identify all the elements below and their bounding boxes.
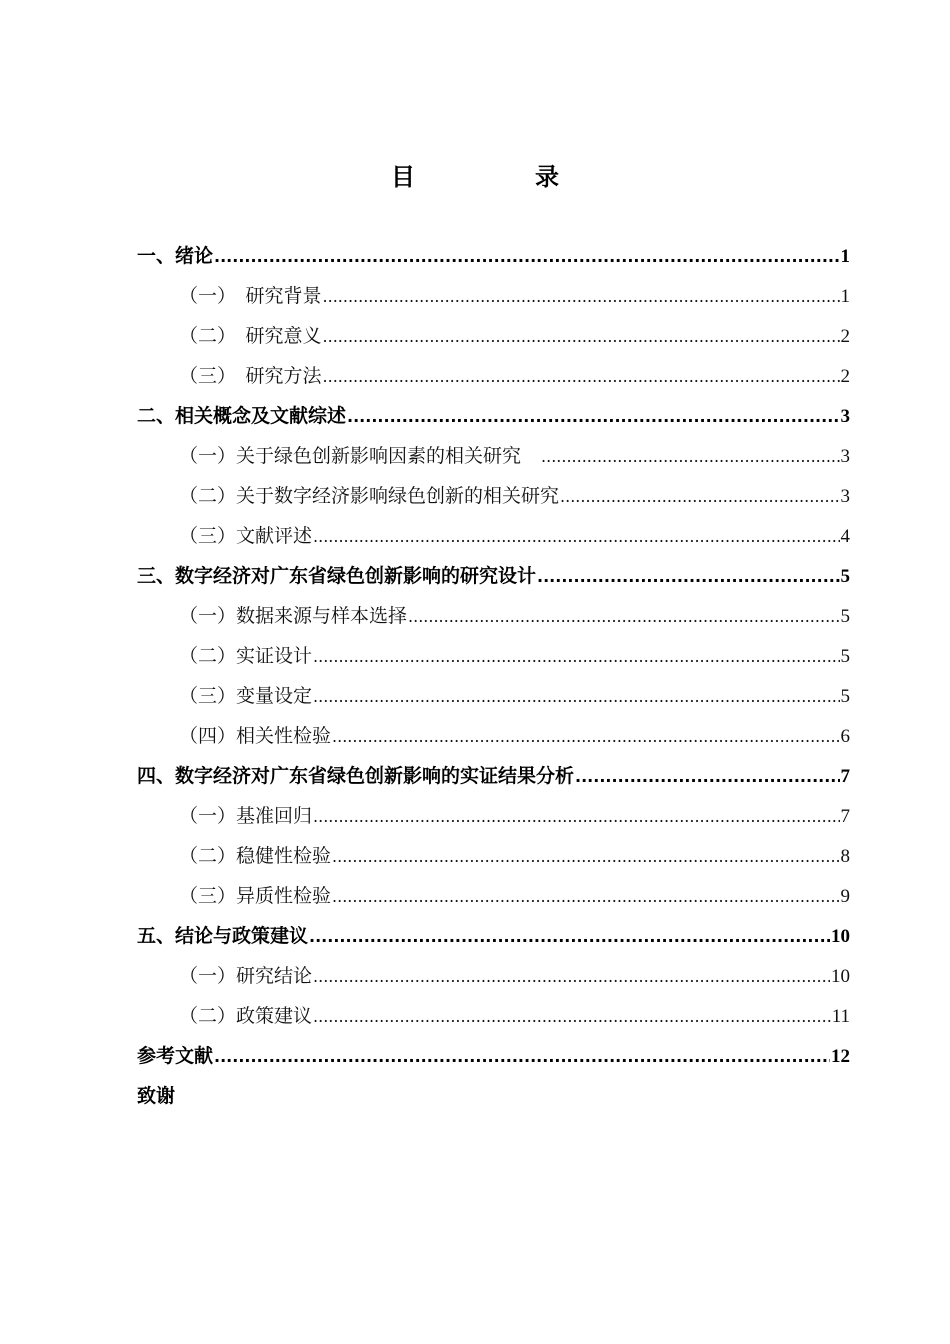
toc-dot-leader — [313, 997, 831, 1037]
toc-entry-label: （二）政策建议 — [179, 1005, 313, 1027]
toc-section-entry[interactable] — [137, 636, 850, 676]
toc-entry-label: （一） 研究背景 — [179, 285, 322, 307]
toc-dot-leader — [347, 397, 839, 437]
toc-entry-label: 二、相关概念及文献综述 — [137, 405, 347, 427]
toc-page-number: 1 — [840, 246, 850, 267]
toc-page-number: 9 — [840, 886, 850, 907]
toc-dot-leader — [214, 1037, 830, 1077]
toc-dot-leader — [313, 797, 839, 837]
toc-entry-label: （一）研究结论 — [179, 965, 313, 987]
toc-dot-leader — [214, 237, 839, 277]
toc-page-number: 10 — [831, 966, 850, 987]
toc-entry-label: （一）关于绿色创新影响因素的相关研究 — [179, 445, 541, 467]
toc-dot-leader — [541, 437, 839, 477]
toc-dot-leader — [313, 957, 830, 997]
toc-dot-leader — [313, 637, 839, 677]
toc-chapter-entry[interactable] — [137, 916, 850, 956]
toc-section-entry[interactable] — [137, 516, 850, 556]
toc-section-entry[interactable] — [137, 356, 850, 396]
toc-page-number: 2 — [840, 366, 850, 387]
toc-page-number: 7 — [840, 806, 850, 827]
toc-chapter-entry[interactable] — [137, 1036, 850, 1076]
toc-page-number: 12 — [831, 1046, 850, 1067]
toc-dot-leader — [323, 357, 840, 397]
toc-page-number: 5 — [840, 646, 850, 667]
toc-section-entry[interactable] — [137, 956, 850, 996]
toc-entry-label: （一）基准回归 — [179, 805, 313, 827]
toc-dot-leader — [323, 317, 840, 357]
toc-page-number: 10 — [831, 926, 850, 947]
toc-dot-leader — [313, 517, 839, 557]
toc-section-entry[interactable] — [137, 996, 850, 1036]
toc-page-number: 5 — [840, 686, 850, 707]
toc-dot-leader — [309, 917, 830, 957]
toc-page-number: 1 — [840, 286, 850, 307]
toc-dot-leader — [313, 677, 839, 717]
toc-entry-label: （三） 研究方法 — [179, 365, 322, 387]
toc-entry-label: （二）稳健性检验 — [179, 845, 332, 867]
toc-entry-label: （二）关于数字经济影响绿色创新的相关研究 — [179, 485, 560, 507]
table-of-contents — [137, 236, 850, 1116]
toc-page-number: 2 — [840, 326, 850, 347]
toc-dot-leader — [332, 877, 839, 917]
toc-chapter-entry[interactable] — [137, 556, 850, 596]
toc-chapter-entry[interactable] — [137, 756, 850, 796]
toc-page-number: 3 — [840, 406, 850, 427]
toc-section-entry[interactable] — [137, 596, 850, 636]
toc-entry-label: 三、数字经济对广东省绿色创新影响的研究设计 — [137, 565, 537, 587]
toc-page-number: 4 — [840, 526, 850, 547]
toc-entry-label: （二）实证设计 — [179, 645, 313, 667]
toc-chapter-entry[interactable] — [137, 396, 850, 436]
toc-entry-label: 参考文献 — [137, 1045, 214, 1067]
toc-page-number: 5 — [840, 566, 850, 587]
toc-dot-leader — [332, 717, 839, 757]
toc-entry-label: （二） 研究意义 — [179, 325, 322, 347]
toc-section-entry[interactable] — [137, 436, 850, 476]
toc-section-entry[interactable] — [137, 836, 850, 876]
toc-page-number: 6 — [840, 726, 850, 747]
toc-entry-label: （三）异质性检验 — [179, 885, 332, 907]
toc-dot-leader — [323, 277, 840, 317]
toc-section-entry[interactable] — [137, 716, 850, 756]
toc-entry-label: 致谢 — [137, 1085, 176, 1107]
toc-entry-label: （三）文献评述 — [179, 525, 313, 547]
page-title: 目 录 — [391, 163, 607, 191]
toc-page-number: 3 — [840, 446, 850, 467]
toc-chapter-entry[interactable] — [137, 236, 850, 276]
toc-page-number: 11 — [831, 1006, 850, 1027]
toc-page-number: 5 — [840, 606, 850, 627]
toc-section-entry[interactable] — [137, 476, 850, 516]
toc-page-number: 3 — [840, 486, 850, 507]
toc-section-entry[interactable] — [137, 796, 850, 836]
toc-entry-label: （一）数据来源与样本选择 — [179, 605, 408, 627]
toc-entry-label: 四、数字经济对广东省绿色创新影响的实证结果分析 — [137, 765, 575, 787]
toc-page-number: 8 — [840, 846, 850, 867]
toc-section-entry[interactable] — [137, 676, 850, 716]
toc-dot-leader — [575, 757, 839, 797]
toc-chapter-entry[interactable] — [137, 1076, 850, 1116]
toc-page-number: 7 — [840, 766, 850, 787]
toc-entry-label: （三）变量设定 — [179, 685, 313, 707]
toc-section-entry[interactable] — [137, 276, 850, 316]
toc-dot-leader — [537, 557, 839, 597]
toc-entry-label: 五、结论与政策建议 — [137, 925, 309, 947]
toc-dot-leader — [560, 477, 839, 517]
toc-dot-leader — [408, 597, 839, 637]
toc-section-entry[interactable] — [137, 876, 850, 916]
toc-entry-label: 一、绪论 — [137, 245, 214, 267]
toc-section-entry[interactable] — [137, 316, 850, 356]
toc-dot-leader — [332, 837, 839, 877]
toc-entry-label: （四）相关性检验 — [179, 725, 332, 747]
